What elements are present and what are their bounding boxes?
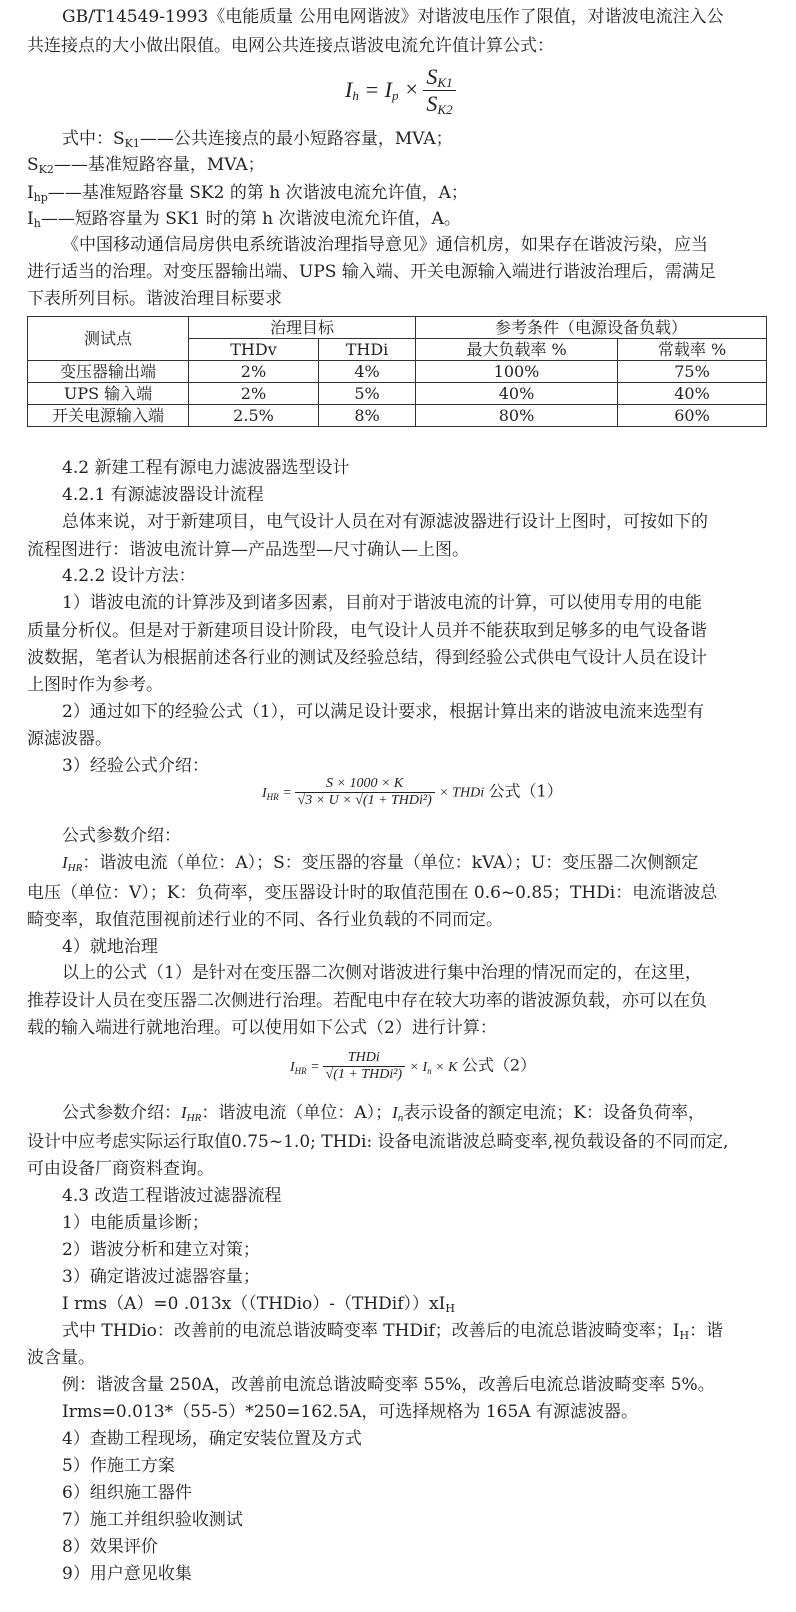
cell-thdi: 8% [319, 405, 416, 427]
step-2: 2）谐波分析和建立对策； [62, 1240, 260, 1260]
cell-normal: 75% [618, 361, 767, 383]
def-sk2: $S_{K2}——$基准短路容量，MVA； [27, 155, 265, 176]
cell-thdv: 2.5% [189, 405, 319, 427]
section-4-2-heading: 4.2 新建工程有源电力滤波器选型设计 [62, 458, 350, 478]
table-row [28, 405, 767, 427]
header-thdi: THDi [319, 339, 416, 361]
header-normal-load-rate: 常载率 % [618, 339, 767, 361]
cell-thdi: 5% [319, 383, 416, 405]
para-local-1b: 推荐设计人员在变压器二次侧进行治理。若配电中存在较大功率的谐波源负载，亦可以在负 [27, 991, 707, 1011]
para-design-flow-1: 总体来说，对于新建项目，电气设计人员在对有源滤波器进行设计上图时，可按如下的 [62, 512, 708, 532]
para-params-2a: 公式参数介绍：$I_{HR}$：谐波电流（单位：A）；$I_n$表示设备的额定电流；K：设备负荷率， [62, 1103, 705, 1124]
step-7: 7）施工并组织验收测试 [62, 1510, 243, 1530]
def-ihp: $I_{hp}——$基准短路容量 SK2 的第 h 次谐波电流允许值，A； [27, 183, 468, 204]
para-params-1b: 电压（单位：V）；K：负荷率，变压器设计时的取值范围在 0.6~0.85；THDi：电流谐波总 [27, 883, 718, 903]
harmonic-target-table [27, 316, 767, 427]
cell-thdi: 4% [319, 361, 416, 383]
irms-formula: I rms（A）=0 $.013x((THDio)-(THDif))xI_H$ [62, 1294, 455, 1315]
table-row [28, 361, 767, 383]
cell-thdv: 2% [189, 361, 319, 383]
para-irms-def-b: 波含量。 [27, 1348, 95, 1368]
intro-line-2: 共连接点的大小做出限值。电网公共连接点谐波电流允许值计算公式： [27, 36, 554, 56]
cell-normal: 40% [618, 383, 767, 405]
para-params-2c: 可由设备厂商资料查询。 [27, 1159, 214, 1179]
para-method-1a: 1）谐波电流的计算涉及到诸多因素，目前对于谐波电流的计算，可以使用专用的电能 [62, 593, 702, 613]
para-guideline-1: 《中国移动通信局房供电系统谐波治理指导意见》通信机房，如果存在谐波污染，应当 [62, 235, 708, 255]
para-local-treatment: 4）就地治理 [62, 937, 158, 957]
para-method-1d: 上图时作为参考。 [27, 675, 163, 695]
step-9: 9）用户意见收集 [62, 1564, 192, 1584]
cell-normal: 60% [618, 405, 767, 427]
cell-max: 80% [416, 405, 618, 427]
formula-empirical-2: $I_{HR}$ = $\frac{\text{THDi}}{\text{√(1 + THDi²)}}$ × $I_n \times K$ 公式（2） [290, 1050, 537, 1082]
def-sk1: 式中：$S_{K1}——$公共连接点的最小短路容量，MVA； [62, 129, 453, 150]
header-reference-condition: 参考条件（电源设备负载） [416, 317, 767, 339]
cell-point: 开关电源输入端 [28, 405, 189, 427]
cell-thdv: 2% [189, 383, 319, 405]
section-4-2-1-heading: 4.2.1 有源滤波器设计流程 [62, 485, 264, 505]
cell-max: 40% [416, 383, 618, 405]
def-ih: $I_h——$短路容量为 SK1 时的第 h 次谐波电流允许值，A。 [27, 209, 461, 230]
formula-empirical-1: $I_{HR}$ = $\frac{S \times 1000 \times K}{\text{√3 × U × √(1 + THDi²)}}$ × THDi 公式（1） [262, 776, 563, 808]
cell-point: 变压器输出端 [28, 361, 189, 383]
para-method-1c: 波数据，笔者认为根据前述各行业的测试及经验总结，得到经验公式供电气设计人员在设计 [27, 648, 707, 668]
section-4-2-2-heading: 4.2.2 设计方法： [62, 566, 196, 586]
para-params-label-1: 公式参数介绍： [62, 826, 181, 846]
step-4: 4）查勘工程现场，确定安装位置及方式 [62, 1429, 362, 1449]
para-local-1c: 载的输入端进行就地治理。可以使用如下公式（2）进行计算： [27, 1018, 497, 1038]
table-row [28, 383, 767, 405]
step-3: 3）确定谐波过滤器容量； [62, 1267, 260, 1287]
para-method-1b: 质量分析仪。但是对于新建项目设计阶段，电气设计人员并不能获取到足够多的电气设备谐 [27, 621, 707, 641]
para-params-2b: 设计中应考虑实际运行取值0.75~1.0; THDi: 设备电流谐波总畸变率,视负载设备的不同而定, [27, 1132, 729, 1152]
example-line-2: Irms=0.013*（55-5）*250=162.5A，可选择规格为 165A 有源滤波器。 [62, 1402, 638, 1422]
example-line-1: 例：谐波含量 250A，改善前电流总谐波畸变率 55%，改善后电流总谐波畸变率 5%。 [62, 1375, 715, 1395]
header-thdv: THDv [189, 339, 319, 361]
para-irms-def-a: 式中 THDio：改善前的电流总谐波畸变率 THDif；改善后的电流总谐波畸变率；$I_H$：谐 [62, 1321, 724, 1342]
step-6: 6）组织施工器件 [62, 1483, 192, 1503]
para-method-2a: 2）通过如下的经验公式（1），可以满足设计要求，根据计算出来的谐波电流来选型有 [62, 702, 705, 722]
para-design-flow-2: 流程图进行：谐波电流计算—产品选型—尺寸确认—上图。 [27, 540, 469, 560]
header-max-load-rate: 最大负载率 % [416, 339, 618, 361]
formula-harmonic-current-limit: $I_h = I_p$ × $\frac{S_{K1}}{S_{K2}}$ [345, 64, 456, 117]
para-method-3: 3）经验公式介绍： [62, 756, 209, 776]
section-4-3-heading: 4.3 改造工程谐波过滤器流程 [62, 1186, 282, 1206]
header-governance-goal: 治理目标 [189, 317, 416, 339]
header-test-point: 测试点 [28, 317, 189, 361]
step-8: 8）效果评价 [62, 1537, 158, 1557]
cell-max: 100% [416, 361, 618, 383]
step-1: 1）电能质量诊断； [62, 1213, 209, 1233]
para-params-1a: $I_{HR}$：谐波电流（单位：A）；S：变压器的容量（单位：kVA）；U：变压器二次侧额定 [62, 853, 699, 874]
para-guideline-2: 进行适当的治理。对变压器输出端、UPS 输入端、开关电源输入端进行谐波治理后，需满足 [27, 262, 716, 282]
para-local-1a: 以上的公式（1）是针对在变压器二次侧对谐波进行集中治理的情况而定的，在这里， [62, 963, 702, 983]
step-5: 5）作施工方案 [62, 1456, 175, 1476]
para-params-1c: 畸变率，取值范围视前述行业的不同、各行业负载的不同而定。 [27, 910, 503, 930]
intro-line-1: GB/T14549-1993《电能质量 公用电网谐波》对谐波电压作了限值，对谐波电流注入公 [62, 7, 724, 27]
para-method-2b: 源滤波器。 [27, 729, 112, 749]
cell-point: UPS 输入端 [28, 383, 189, 405]
para-guideline-3: 下表所列目标。谐波治理目标要求 [27, 289, 282, 309]
